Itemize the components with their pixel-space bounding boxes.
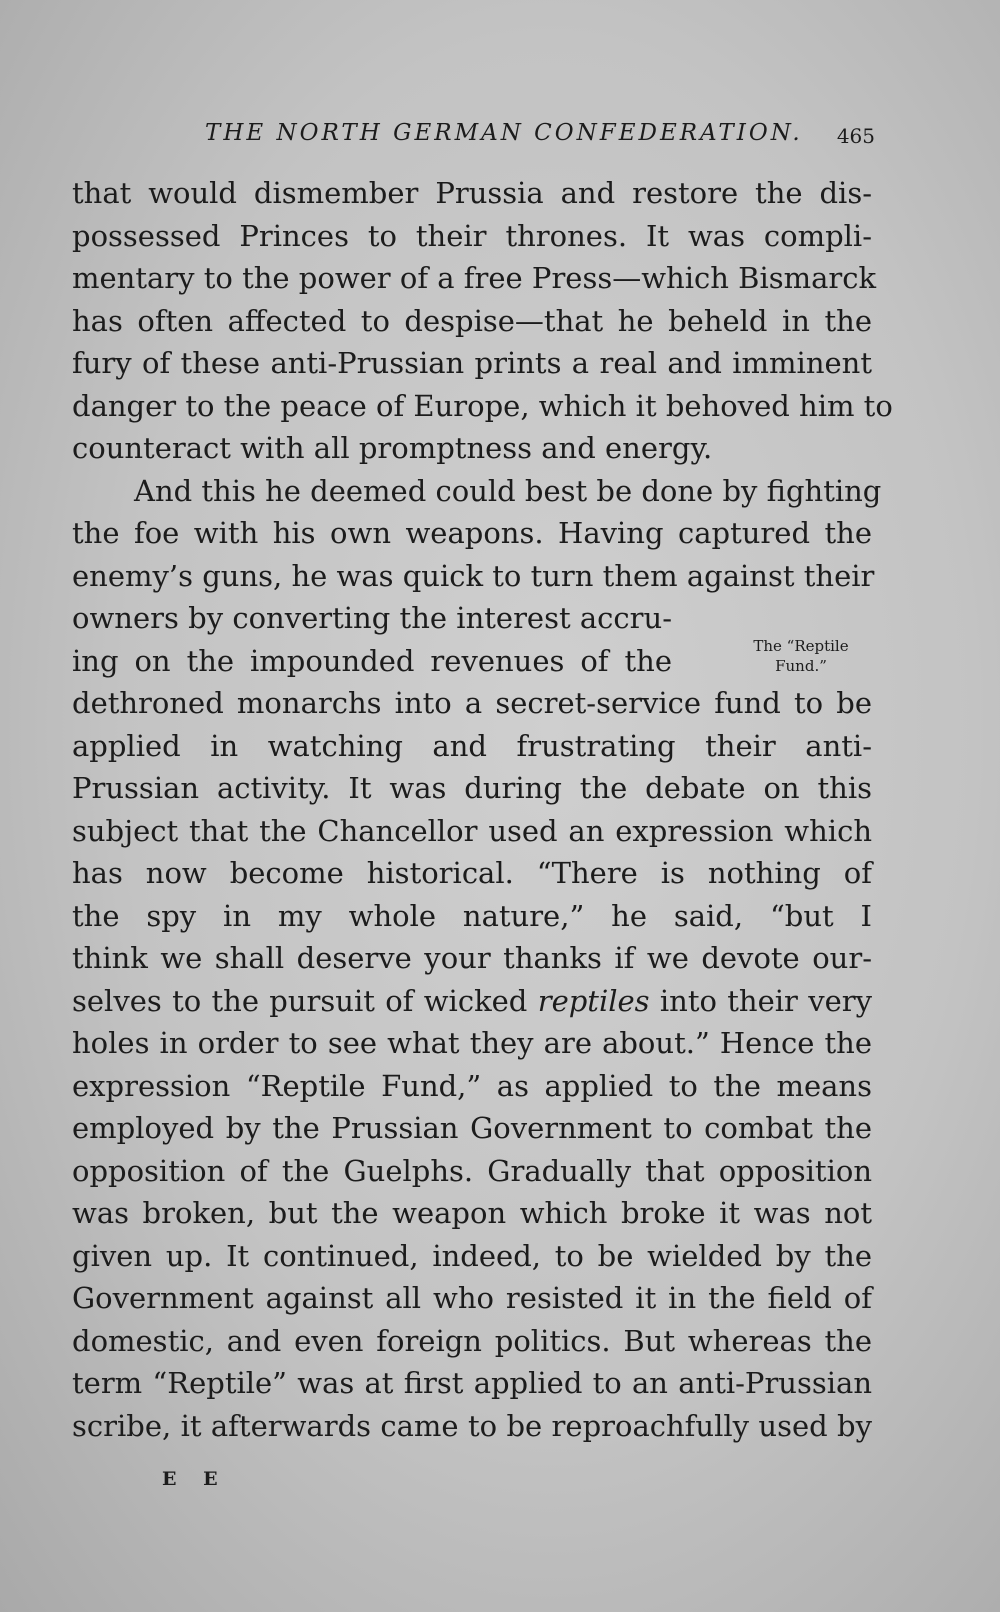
text-line: was broken, but the weapon which broke it was not: [72, 1196, 872, 1230]
text-line: possessed Princes to their thrones. It was compli-: [72, 218, 872, 253]
marginal-note: [726, 636, 876, 676]
emphasized-word: reptiles: [537, 983, 650, 1018]
text-line: mentary to the power of a free Press—which Bismarck: [72, 261, 877, 295]
text-line: term “Reptile” was at first applied to an anti-Prussian: [72, 1366, 872, 1400]
text-segment: into their very: [649, 983, 872, 1018]
text-segment: selves to the pursuit of wicked: [72, 983, 538, 1018]
text-line: subject that the Chancellor used an expression which: [72, 813, 872, 848]
text-line: Government against all who resisted it in the field of: [72, 1281, 872, 1315]
text-line: the spy in my whole nature,” he said, “but I: [72, 898, 872, 933]
body-text: [72, 172, 893, 1447]
marginal-note-line: The “Reptile: [753, 637, 849, 655]
text-line: think we shall deserve your thanks if we devote our-: [72, 941, 872, 975]
text-line: has now become historical. “There is nothing of: [72, 856, 872, 890]
text-line: danger to the peace of Europe, which it behoved him to: [72, 388, 893, 423]
running-title: THE NORTH GERMAN CONFEDERATION.: [205, 120, 803, 146]
text-line: fury of these anti-Prussian prints a real and imminent: [72, 346, 872, 380]
text-line: holes in order to see what they are about.” Hence the: [72, 1026, 872, 1060]
text-line: scribe, it afterwards came to be reproachfully used by: [72, 1408, 872, 1443]
text-line: that would dismember Prussia and restore the dis-: [72, 176, 872, 210]
marginal-note-line: Fund.”: [775, 657, 827, 675]
text-line: owners by converting the interest accru-: [72, 601, 672, 635]
text-line: domestic, and even foreign politics. But whereas the: [72, 1323, 872, 1358]
text-line: has often affected to despise—that he beheld in the: [72, 303, 872, 338]
text-line: employed by the Prussian Government to combat the: [72, 1111, 872, 1145]
text-line: opposition of the Guelphs. Gradually that opposition: [72, 1153, 872, 1188]
page-number: 465: [836, 124, 875, 148]
text-line: counteract with all promptness and energy.: [72, 431, 713, 465]
signature-mark: E E: [162, 1468, 228, 1490]
text-line: applied in watching and frustrating their anti-: [72, 728, 872, 763]
text-line: And this he deemed could best be done by fighting: [134, 473, 882, 508]
text-line: Prussian activity. It was during the debate on this: [72, 771, 872, 805]
text-line: enemy’s guns, he was quick to turn them against their: [72, 558, 875, 593]
text-line: ing on the impounded revenues of the: [72, 643, 672, 678]
text-line: [72, 980, 872, 1023]
text-line: the foe with his own weapons. Having captured the: [72, 516, 872, 550]
text-line: expression “Reptile Fund,” as applied to the means: [72, 1068, 872, 1103]
text-line: dethroned monarchs into a secret-service fund to be: [72, 686, 872, 720]
text-line: given up. It continued, indeed, to be wielded by the: [72, 1238, 872, 1273]
running-header: [205, 120, 875, 146]
